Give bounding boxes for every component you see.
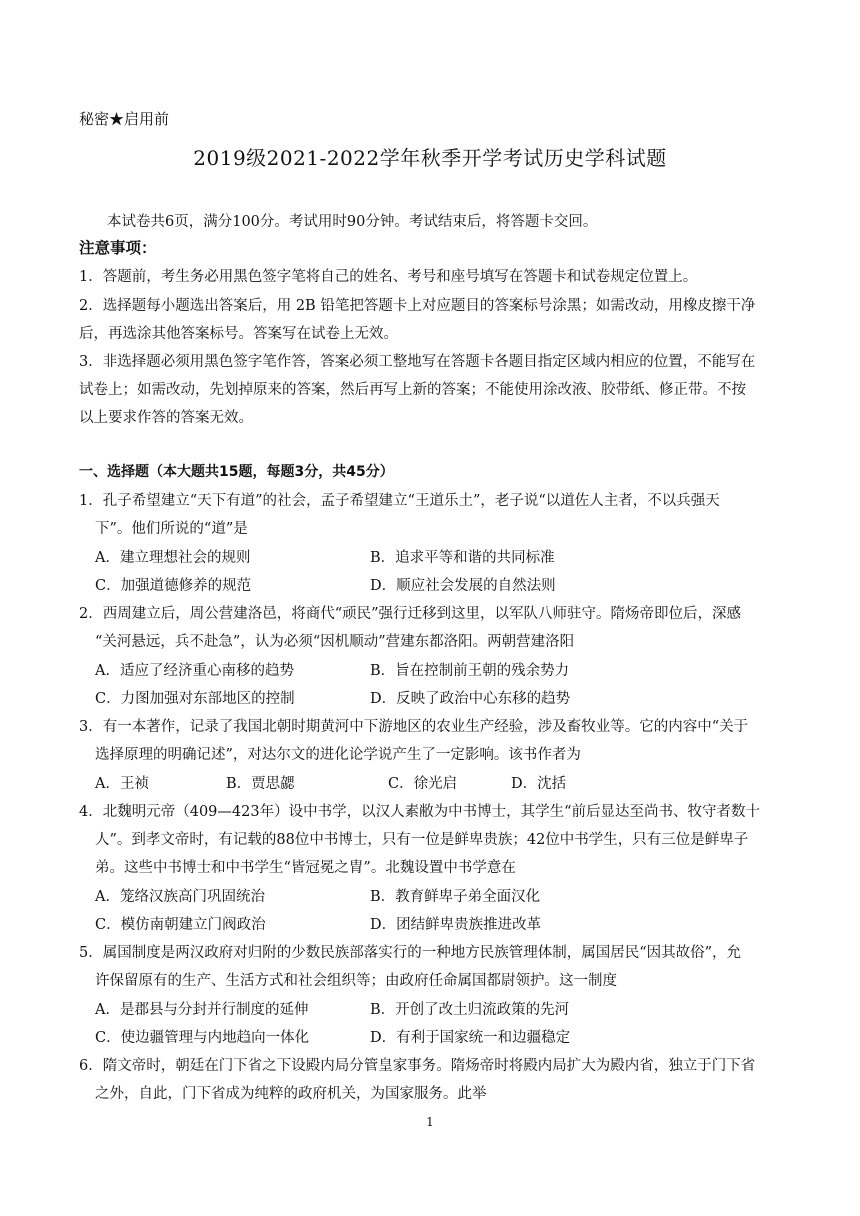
notice-item-2-line-2: 后，再选涂其他答案标号。答案写在试卷上无效。 [79, 326, 398, 342]
notice-item-3-line-1: 3．非选择题必须用黑色签字笔作答，答案必须工整地写在答题卡各题目指定区域内相应的位置，不能写在 [79, 354, 756, 370]
question-2-option-c: C．力图加强对东部地区的控制 [95, 691, 295, 707]
question-4-option-a: A．笼络汉族高门巩固统治 [95, 889, 265, 905]
exam-intro: 本试卷共6页，满分100分。考试用时90分钟。考试结束后，将答题卡交回。 [107, 214, 598, 230]
question-3-option-c: C．徐光启 [388, 776, 458, 792]
question-4-option-c: C．模仿南朝建立门阀政治 [95, 917, 266, 933]
question-5-option-c: C．使边疆管理与内地趋向一体化 [95, 1030, 310, 1046]
question-2-stem-line-1: 2．西周建立后，周公营建洛邑，将商代“顽民”强行迁移到这里，以军队八师驻守。隋炀帝即位后，深感 [79, 606, 742, 622]
question-3-option-a: A．王祯 [95, 776, 149, 792]
confidential-label: 秘密★启用前 [79, 110, 170, 128]
question-1-stem-line-2: 下”。他们所说的“道”是 [95, 521, 248, 537]
notice-item-1: 1．答题前，考生务必用黑色签字笔将自己的姓名、考号和座号填写在答题卡和试卷规定位置上。 [79, 269, 698, 285]
question-4-option-b: B．教育鲜卑子弟全面汉化 [370, 889, 541, 905]
question-3-stem-line-2: 选择原理的明确记述”，对达尔文的进化论学说产生了一定影响。该书作者为 [95, 747, 581, 763]
question-4-option-d: D．团结鲜卑贵族推进改革 [370, 917, 542, 933]
question-1-option-a: A．建立理想社会的规则 [95, 550, 251, 566]
notice-item-3-line-3: 以上要求作答的答案无效。 [79, 410, 253, 426]
question-4-stem-line-3: 弟。这些中书博士和中书学生“皆冠冕之胄”。北魏设置中书学意在 [95, 860, 516, 876]
question-1-option-d: D．顺应社会发展的自然法则 [370, 578, 556, 594]
question-5-stem-line-2: 许保留原有的生产、生活方式和社会组织等；由政府任命属国都尉领护。这一制度 [95, 973, 617, 989]
exam-title: 2019级2021-2022学年秋季开学考试历史学科试题 [193, 146, 667, 170]
question-5-option-d: D．有利于国家统一和边疆稳定 [370, 1030, 571, 1046]
question-4-stem-line-1: 4．北魏明元帝（409—423年）设中书学，以汉人素敝为中书博士，其学生“前后显达至尚书、牧守者数十 [79, 804, 760, 820]
question-5-option-a: A．是郡县与分封并行制度的延伸 [95, 1002, 309, 1018]
page-number: 1 [426, 1115, 434, 1129]
question-5-option-b: B．开创了改土归流政策的先河 [370, 1002, 570, 1018]
question-1-option-c: C．加强道德修养的规范 [95, 578, 252, 594]
question-2-option-d: D．反映了政治中心东移的趋势 [370, 691, 571, 707]
question-3-option-b: B．贾思勰 [226, 776, 295, 792]
question-6-stem-line-2: 之外，自此，门下省成为纯粹的政府机关，为国家服务。此举 [95, 1086, 487, 1102]
question-3-option-d: D．沈括 [511, 776, 567, 792]
notice-item-3-line-2: 试卷上；如需改动，先划掉原来的答案，然后再写上新的答案；不能使用涂改液、胶带纸、修正带。不按 [79, 382, 746, 398]
question-1-stem-line-1: 1．孔子希望建立“天下有道”的社会，孟子希望建立“王道乐土”，老子说“以道佐人主者，不以兵强天 [79, 493, 720, 509]
question-6-stem-line-1: 6．隋文帝时，朝廷在门下省之下设殿内局分管皇家事务。隋炀帝时将殿内局扩大为殿内省，独立于门下省 [79, 1058, 756, 1074]
notice-heading: 注意事项： [79, 239, 157, 257]
question-5-stem-line-1: 5．属国制度是两汉政府对归附的少数民族部落实行的一种地方民族管理体制，属国居民“因其故俗”，允 [79, 945, 742, 961]
question-3-stem-line-1: 3．有一本著作，记录了我国北朝时期黄河中下游地区的农业生产经验，涉及畜牧业等。它的内容中“关于 [79, 719, 749, 735]
question-2-stem-line-2: “关河悬远，兵不赴急”，认为必须“因机顺动”营建东都洛阳。两朝营建洛阳 [95, 634, 575, 650]
notice-item-2-line-1: 2．选择题每小题选出答案后，用 2B 铅笔把答题卡上对应题目的答案标号涂黑；如需改动，用橡皮擦干净 [79, 298, 756, 314]
question-2-option-a: A．适应了经济重心南移的趋势 [95, 663, 294, 679]
question-4-stem-line-2: 人”。到孝文帝时，有记载的88位中书博士，只有一位是鲜卑贵族；42位中书学生，只有三位是鲜卑子 [95, 832, 749, 848]
question-2-option-b: B．旨在控制前王朝的残余势力 [370, 663, 570, 679]
question-1-option-b: B．追求平等和谐的共同标准 [370, 550, 555, 566]
section-heading-choice: 一、选择题（本大题共15题，每题3分，共45分） [79, 464, 394, 480]
